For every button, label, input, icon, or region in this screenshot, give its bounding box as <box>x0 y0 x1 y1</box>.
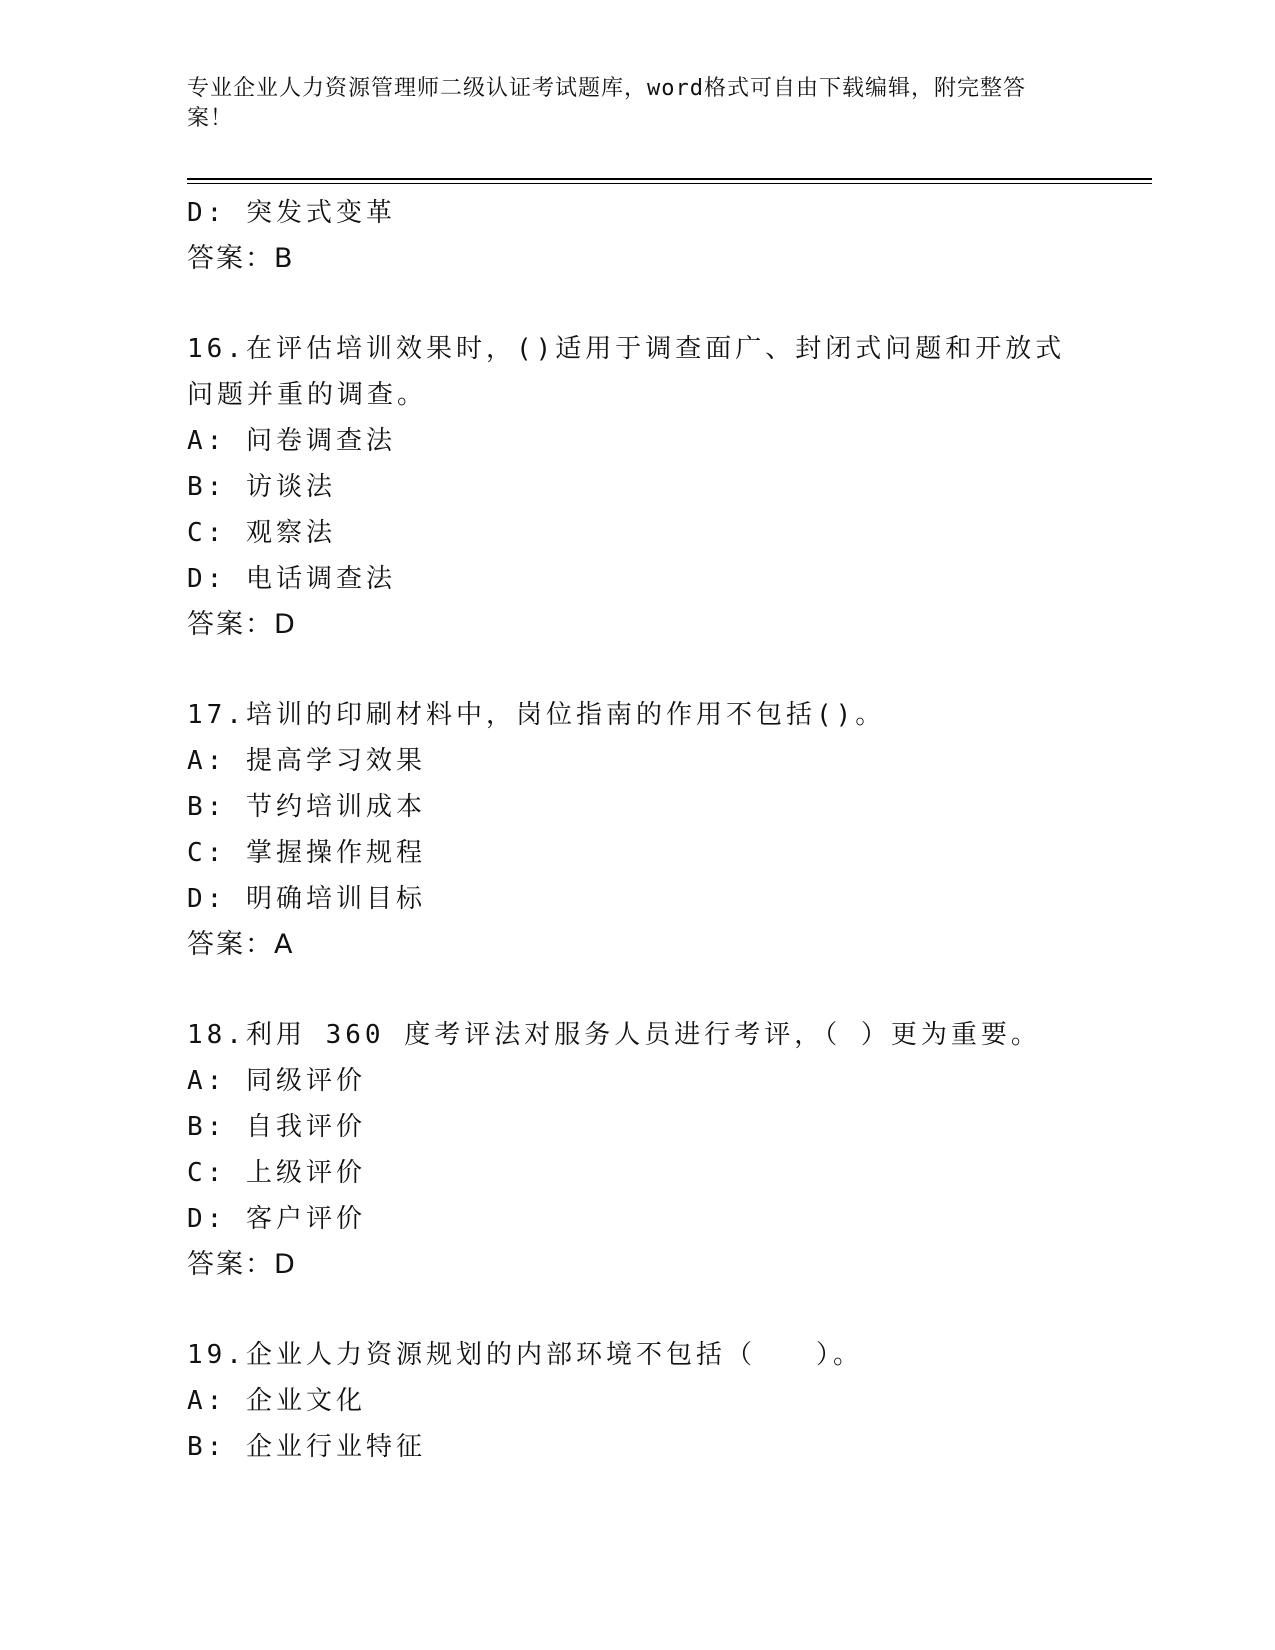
option-d: D: 客户评价 <box>187 1204 366 1234</box>
option-d: D: 突发式变革 <box>187 198 396 228</box>
question-19 <box>187 1332 1087 1470</box>
question-list <box>187 190 1087 1470</box>
question-18 <box>187 1012 1087 1288</box>
option-b: B: 自我评价 <box>187 1112 366 1142</box>
option-d: D: 电话调查法 <box>187 564 396 594</box>
question-16 <box>187 326 1087 648</box>
option-b: B: 企业行业特征 <box>187 1432 426 1462</box>
answer-label: 答案：D <box>187 609 297 640</box>
question-stem: 19.企业人力资源规划的内部环境不包括（ ）。 <box>187 1340 863 1370</box>
option-a: A: 企业文化 <box>187 1386 366 1416</box>
question-stem: 16.在评估培训效果时，()适用于调查面广、封闭式问题和开放式问题并重的调查。 <box>187 334 1066 410</box>
answer-label: 答案：B <box>187 243 295 274</box>
option-a: A: 问卷调查法 <box>187 426 396 456</box>
header-divider-thin <box>187 183 1152 184</box>
answer-label: 答案：D <box>187 1249 297 1280</box>
option-a: A: 提高学习效果 <box>187 746 426 776</box>
option-c: C: 观察法 <box>187 518 336 548</box>
question-17 <box>187 692 1087 968</box>
question-stem: 18.利用 360 度考评法对服务人员进行考评，（ ）更为重要。 <box>187 1020 1041 1050</box>
header-divider-thick <box>187 178 1152 180</box>
option-b: B: 节约培训成本 <box>187 792 426 822</box>
option-b: B: 访谈法 <box>187 472 336 502</box>
option-d: D: 明确培训目标 <box>187 884 426 914</box>
answer-label: 答案：A <box>187 929 295 960</box>
option-c: C: 上级评价 <box>187 1158 366 1188</box>
document-header: 专业企业人力资源管理师二级认证考试题库，word格式可自由下载编辑，附完整答案！ <box>187 76 1026 131</box>
question-stem: 17.培训的印刷材料中，岗位指南的作用不包括()。 <box>187 700 886 730</box>
option-a: A: 同级评价 <box>187 1066 366 1096</box>
option-c: C: 掌握操作规程 <box>187 838 426 868</box>
